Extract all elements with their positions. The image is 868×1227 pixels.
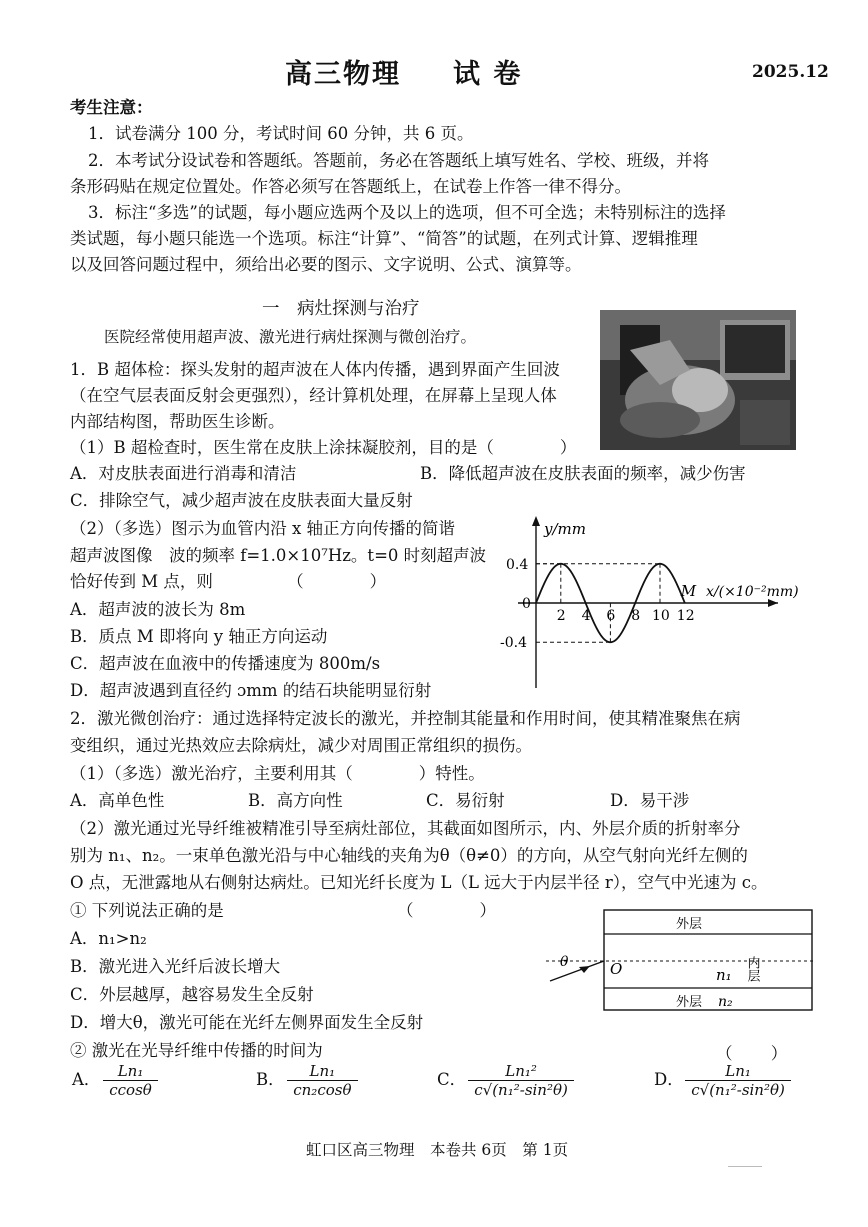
y-tick-label: -0.4: [500, 635, 527, 652]
notice-line: 以及回答问题过程中，须给出必要的图示、文字说明、公式、演算等。: [70, 255, 582, 274]
q2-part1-option-d: D．增大θ，激光可能在光纤左侧界面发生全反射: [70, 1013, 424, 1032]
q2-sub1-option-c: C．易衍射: [426, 791, 505, 810]
section-title: 一 病灶探测与治疗: [262, 299, 420, 319]
exam-date: 2025.12: [752, 62, 829, 82]
q2-part1-option-b: B．激光进入光纤后波长增大: [70, 957, 281, 976]
q2-sub2: （2）激光通过光导纤维被精准引导至病灶部位，其截面如图所示，内、外层介质的折射率分: [70, 819, 741, 838]
numerator: Ln₁: [287, 1062, 357, 1081]
title-paper: 试 卷: [453, 59, 523, 90]
x-tick-label: 10: [652, 608, 670, 624]
origin-label: 0: [522, 596, 531, 612]
point-o-label: O: [610, 960, 623, 978]
denominator: cn₂cosθ: [293, 1081, 352, 1099]
q2-sub1: （1）（多选）激光治疗，主要利用其（ ）特性。: [70, 764, 485, 783]
notice-line: 3．标注“多选”的试题，每小题应选两个及以上的选项，但不可全选；未特别标注的选择: [88, 203, 726, 222]
option-formula: [685, 1062, 791, 1099]
outer-layer-top-label: 外层: [676, 917, 703, 932]
q1-sub1-option-b: B．降低超声波在皮肤表面的频率，减少伤害: [420, 464, 746, 483]
y-tick-label: 0.4: [506, 556, 529, 573]
option-label: A．: [72, 1070, 101, 1089]
outer-layer-bottom-label: 外层: [676, 995, 703, 1010]
notice-line: 条形码贴在规定位置处。作答必须写在答题纸上，在试卷上作答一律不得分。: [70, 177, 631, 196]
q2-sub1-option-d: D．易干涉: [610, 791, 690, 810]
q1-stem: （在空气层表面反射会更强烈），经计算机处理，在屏幕上呈现人体: [70, 386, 557, 405]
ultrasound-photo: [600, 310, 796, 450]
q2-part1-option-a: A．n₁>n₂: [70, 929, 147, 948]
numerator: Ln₁: [685, 1062, 791, 1081]
q2-sub2: 别为 n₁、n₂。一束单色激光沿与中心轴线的夹角为θ（θ≠0）的方向，从空气射向光纤左侧的: [70, 846, 748, 865]
q2-part2: ② 激光在光导纤维中传播的时间为: [70, 1041, 323, 1060]
page-title: [285, 52, 522, 91]
denominator: ccosθ: [109, 1081, 152, 1099]
section-intro: 医院经常使用超声波、激光进行病灶探测与微创治疗。: [104, 328, 477, 346]
q2-part1-option-c: C．外层越厚，越容易发生全反射: [70, 985, 314, 1004]
point-m-label: M: [680, 582, 697, 600]
q1-sub2: （2）（多选）图示为血管内沿 x 轴正方向传播的简谐: [70, 519, 456, 538]
q1-sub2-option-c: C．超声波在血液中的传播速度为 800m/s: [70, 654, 381, 673]
denominator: c√(n₁²-sin²θ): [474, 1081, 568, 1099]
q1-sub1-option-c: C．排除空气，减少超声波在皮肤表面大量反射: [70, 491, 413, 510]
theta-label: θ: [560, 954, 569, 970]
inner-layer-label: 内层: [744, 956, 760, 982]
notice-line: 2．本考试分设试卷和答题纸。答题前，务必在答题纸上填写姓名、学校、班级，并将: [88, 151, 709, 170]
x-tick-label: 2: [556, 608, 566, 624]
q2-stem: 2．激光微创治疗：通过选择特定波长的激光，并控制其能量和作用时间，使其精准聚焦在病: [70, 709, 741, 728]
option-label: B．: [256, 1070, 285, 1089]
x-axis-arrow: [768, 599, 778, 607]
q2-sub1-option-b: B．高方向性: [248, 791, 343, 810]
q1-sub2-option-a: A．超声波的波长为 8m: [70, 600, 246, 619]
x-tick-label: 12: [676, 608, 695, 624]
q2-stem: 变组织，通过光热效应去除病灶，减少对周围正常组织的损伤。: [70, 736, 532, 755]
option-formula: [468, 1062, 574, 1099]
wave-chart: [496, 510, 799, 699]
q1-sub2: 恰好传到 M 点，则 （ ）: [70, 572, 387, 591]
denominator: c√(n₁²-sin²θ): [691, 1081, 785, 1099]
x-axis-label: x/(×10⁻²mm): [706, 584, 799, 600]
option-label: D．: [654, 1070, 684, 1089]
fiber-outer-boundary: [604, 910, 812, 1010]
q2-sub1-option-a: A．高单色性: [70, 791, 165, 810]
n1-label: n₁: [716, 966, 732, 984]
x-tick-label: 8: [631, 608, 641, 624]
q2-part1: ① 下列说法正确的是 （ ）: [70, 901, 496, 920]
incident-laser-ray: [550, 961, 604, 981]
n2-label: n₂: [718, 994, 733, 1010]
numerator: Ln₁²: [468, 1062, 574, 1081]
q2-part2-answer-paren: （ ）: [716, 1044, 788, 1063]
q2-part2-option-a: [72, 1062, 158, 1099]
x-tick-label: 4: [581, 608, 591, 624]
q1-sub1-option-a: A．对皮肤表面进行消毒和清洁: [70, 464, 297, 483]
notice-line: 1．试卷满分 100 分，考试时间 60 分钟，共 6 页。: [88, 124, 474, 143]
wave-chart-svg: [496, 510, 799, 695]
q1-sub1: （1）B 超检查时，医生常在皮肤上涂抹凝胶剂，目的是（ ）: [70, 438, 577, 457]
scan-mark: [728, 1166, 762, 1167]
page-footer: 虹口区高三物理 本卷共 6页 第 1页: [306, 1141, 569, 1159]
q2-part2-option-c: [437, 1062, 574, 1099]
option-label: C．: [437, 1070, 467, 1089]
y-axis-label: y/mm: [544, 520, 586, 538]
q1-stem: 1．B 超体检：探头发射的超声波在人体内传播，遇到界面产生回波: [70, 360, 560, 379]
notice-heading: 考生注意：: [70, 98, 153, 117]
q1-stem: 内部结构图，帮助医生诊断。: [70, 412, 285, 431]
q2-part2-option-b: [256, 1062, 358, 1099]
q2-sub2: O 点，无泄露地从右侧射达病灶。已知光纤长度为 L（L 远大于内层半径 r），空气中光速为 c。: [70, 873, 768, 892]
q1-sub2: 超声波图像 波的频率 f=1.0×10⁷Hz。t=0 时刻超声波: [70, 546, 487, 565]
y-axis-arrow: [532, 516, 540, 526]
notice-line: 类试题，每小题只能选一个选项。标注“计算”、“简答”的试题，在列式计算、逻辑推理: [70, 229, 698, 248]
numerator: Ln₁: [103, 1062, 158, 1081]
title-subject: 高三物理: [285, 59, 401, 90]
fiber-diagram: [526, 908, 816, 1022]
option-formula: [287, 1062, 357, 1099]
q1-sub2-option-b: B．质点 M 即将向 y 轴正方向运动: [70, 627, 328, 646]
q1-sub2-option-d: D．超声波遇到直径约 ɔmm 的结石块能明显衍射: [70, 681, 432, 700]
fiber-diagram-svg: [526, 908, 816, 1018]
q2-part2-option-d: [654, 1062, 791, 1099]
option-formula: [103, 1062, 158, 1099]
x-tick-label: 6: [606, 608, 616, 624]
